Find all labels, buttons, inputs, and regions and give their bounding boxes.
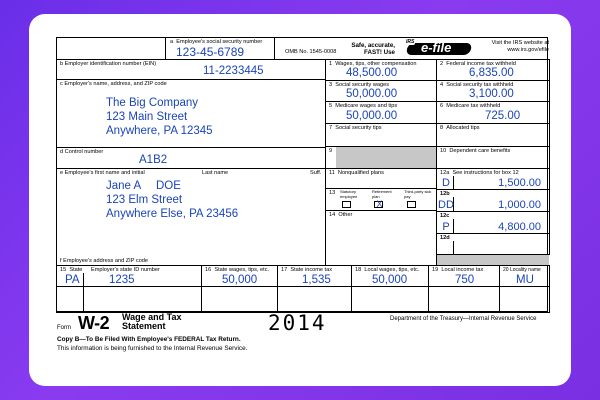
box-18-label: Local wages, tips, etc.: [364, 267, 420, 273]
box-16-row-line: [202, 286, 277, 287]
box-12a-number: 12a: [440, 170, 450, 176]
box-14: [325, 210, 437, 266]
box-15: [56, 265, 202, 313]
box-13-thirdparty-label: Third-party sick pay: [404, 189, 432, 199]
employer-label: c Employer's name, address, and ZIP code: [60, 81, 167, 87]
employee-first-name: Jane A: [106, 180, 142, 192]
box-9-number: 9: [329, 148, 333, 154]
employee-last-name: DOE: [156, 180, 181, 192]
box-3-number: 3: [329, 82, 333, 88]
box-4-value: 3,100.00: [469, 88, 514, 100]
box-9-shading: [336, 147, 436, 168]
box-11-number: 11: [329, 170, 335, 176]
employee-address-label: f Employee's address and ZIP code: [60, 258, 149, 264]
box-15-state-label: State: [69, 267, 83, 273]
box-17-label: State income tax: [290, 267, 333, 273]
box-2-label: Federal income tax withheld: [446, 61, 516, 67]
box-1-number: 1: [329, 61, 333, 67]
employee-suffix-label: Suff.: [310, 170, 322, 176]
ssn-label-code: a: [170, 39, 174, 45]
box-13-number: 13: [329, 190, 336, 196]
box-6: [436, 101, 550, 124]
box-18: [351, 265, 429, 313]
employer-name: The Big Company: [106, 97, 199, 109]
box-12b-value: 1,000.00: [498, 199, 541, 211]
employee-street: 123 Elm Street: [106, 194, 183, 206]
box-12b-number: 12b: [440, 191, 450, 197]
box-10-number: 10: [440, 148, 447, 154]
box-20-value: MU: [516, 274, 534, 286]
box-16-label: State wages, tips, etc.: [214, 267, 270, 273]
box-12d: [436, 233, 550, 255]
box-8-label: Allocated tips: [446, 125, 480, 131]
box-18-number: 18: [355, 267, 362, 273]
box-12b: [436, 189, 550, 212]
box-11: [325, 168, 437, 189]
omb-number: OMB No. 1545-0008: [285, 49, 337, 55]
box-8-number: 8: [440, 125, 444, 131]
box-15-number: 15: [60, 267, 67, 273]
w2-form: [56, 37, 548, 312]
box-4-number: 4: [440, 82, 444, 88]
irs-logo-main: e-file: [421, 40, 452, 55]
box-9: [325, 146, 437, 169]
box-5-value: 50,000.00: [346, 110, 398, 122]
box-6-label: Medicare tax withheld: [446, 103, 501, 109]
box-15-id-value: 1235: [109, 274, 135, 286]
ein-box: [56, 59, 326, 80]
ein-value: 11-2233445: [203, 65, 264, 77]
box-17-value: 1,535: [302, 274, 331, 286]
employer-box: [56, 79, 326, 148]
box-13: [325, 188, 437, 211]
box-12d-divider: [453, 241, 454, 254]
box-2-value: 6,835.00: [469, 67, 514, 79]
box-17-row-line: [278, 286, 351, 287]
irs-furnished-notice: This information is being furnished to the Internal Revenue Service.: [57, 345, 248, 352]
copy-b-notice: Copy B—To Be Filed With Employee's FEDERAL Tax Return.: [57, 336, 241, 343]
box-12b-code: DD: [438, 199, 454, 211]
box-20-number: 20: [503, 267, 509, 273]
box-8: [436, 123, 550, 147]
box-12c-code: P: [442, 221, 450, 233]
box-19-number: 19: [432, 267, 439, 273]
safe-accurate-text: Safe, accurate, FAST! Use: [351, 42, 395, 56]
box-12c-number: 12c: [440, 213, 450, 219]
box-20-label: Locality name: [509, 267, 541, 273]
third-party-sick-pay-checkbox[interactable]: [407, 201, 416, 208]
box-12d-number: 12d: [440, 235, 450, 241]
box-16: [201, 265, 278, 313]
employee-box: [56, 168, 326, 266]
control-box: [56, 147, 326, 169]
box-7: [325, 123, 437, 147]
employee-city: Anywhere Else, PA 23456: [106, 208, 239, 220]
statutory-employee-checkbox[interactable]: [342, 201, 351, 208]
box-4: [436, 80, 550, 102]
tax-year: 2014: [268, 311, 327, 335]
box-12a-divider: [453, 176, 454, 189]
employee-first-label: e Employee's first name and initial: [60, 170, 145, 176]
box-12c: [436, 211, 550, 234]
box-15-state: PA: [65, 274, 80, 286]
irs-efile-logo: [401, 39, 473, 57]
box-15-id-label: Employer's state ID number: [91, 267, 160, 273]
box-15-lower-divider: [83, 296, 84, 313]
box-17: [277, 265, 352, 313]
control-value: A1B2: [139, 154, 168, 166]
irs-logo-prefix: IRS: [406, 39, 415, 45]
box-12c-divider: [453, 219, 454, 233]
box-5-number: 5: [329, 103, 333, 109]
box-7-label: Social security tips: [335, 125, 382, 131]
box-10: [436, 146, 550, 169]
box-20-row-line: [500, 286, 549, 287]
box-13-retirement-label: Retirement plan: [372, 189, 392, 199]
box-16-number: 16: [205, 267, 212, 273]
box-6-number: 6: [440, 103, 444, 109]
box-3: [325, 80, 437, 102]
box-12a: [436, 168, 550, 190]
box-15-row-line: [57, 286, 201, 287]
box-19-value: 750: [455, 274, 475, 286]
form-word: Form: [57, 325, 71, 331]
form-name: W-2: [78, 313, 110, 333]
ssn-box: [165, 37, 275, 60]
box-5-label: Medicare wages and tips: [335, 103, 398, 109]
box-1-value: 48,500.00: [346, 67, 398, 79]
box-13-statutory-label: Statutory employee: [340, 189, 358, 199]
box-12a-label: See instructions for box 12: [452, 170, 519, 176]
control-label: d Control number: [60, 149, 104, 155]
box-5: [325, 101, 437, 124]
box-14-label: Other: [338, 212, 353, 218]
box-1-label: Wages, tips, other compensation: [335, 61, 417, 67]
box-7-number: 7: [329, 125, 333, 131]
box-16-value: 50,000: [222, 274, 258, 286]
ein-label: b Employer identification number (EIN): [60, 61, 157, 67]
box-1: [325, 59, 437, 81]
employer-street: 123 Main Street: [106, 111, 188, 123]
treasury-department: Department of the Treasury—Internal Revenue Service: [390, 316, 537, 322]
box-2: [436, 59, 550, 81]
ssn-value: 123-45-6789: [176, 45, 245, 59]
employee-last-label: Last name: [202, 170, 229, 176]
box-12a-value: 1,500.00: [498, 177, 541, 189]
box-17-number: 17: [281, 267, 288, 273]
box-12a-code: D: [442, 177, 450, 189]
box-14-number: 14: [329, 212, 336, 218]
box-12c-value: 4,800.00: [498, 221, 541, 233]
box-6-value: 725.00: [485, 110, 521, 122]
form-title-line1: Wage and Tax: [122, 312, 182, 322]
retirement-plan-checkmark: X: [376, 199, 383, 209]
irs-website: Visit the IRS website at www.irs.gov/efile: [491, 40, 549, 53]
box-18-row-line: [352, 286, 428, 287]
box-19-row-line: [429, 286, 499, 287]
box-11-label: Nonqualified plans: [337, 170, 384, 176]
retirement-plan-checkbox[interactable]: [374, 201, 383, 208]
form-title-line2: Statement: [122, 321, 166, 331]
box-4-label: Social security tax withheld: [446, 82, 514, 88]
box-2-number: 2: [440, 61, 444, 67]
ssn-label: Employee's social security number: [176, 39, 263, 45]
box-20: [499, 265, 550, 313]
employer-city: Anywhere, PA 12345: [106, 125, 213, 137]
box-10-label: Dependent care benefits: [449, 148, 511, 154]
box-3-label: Social security wages: [335, 82, 390, 88]
box-18-value: 50,000: [372, 274, 408, 286]
box-3-value: 50,000.00: [346, 88, 398, 100]
box-19: [428, 265, 500, 313]
box-19-label: Local income tax: [441, 267, 484, 273]
